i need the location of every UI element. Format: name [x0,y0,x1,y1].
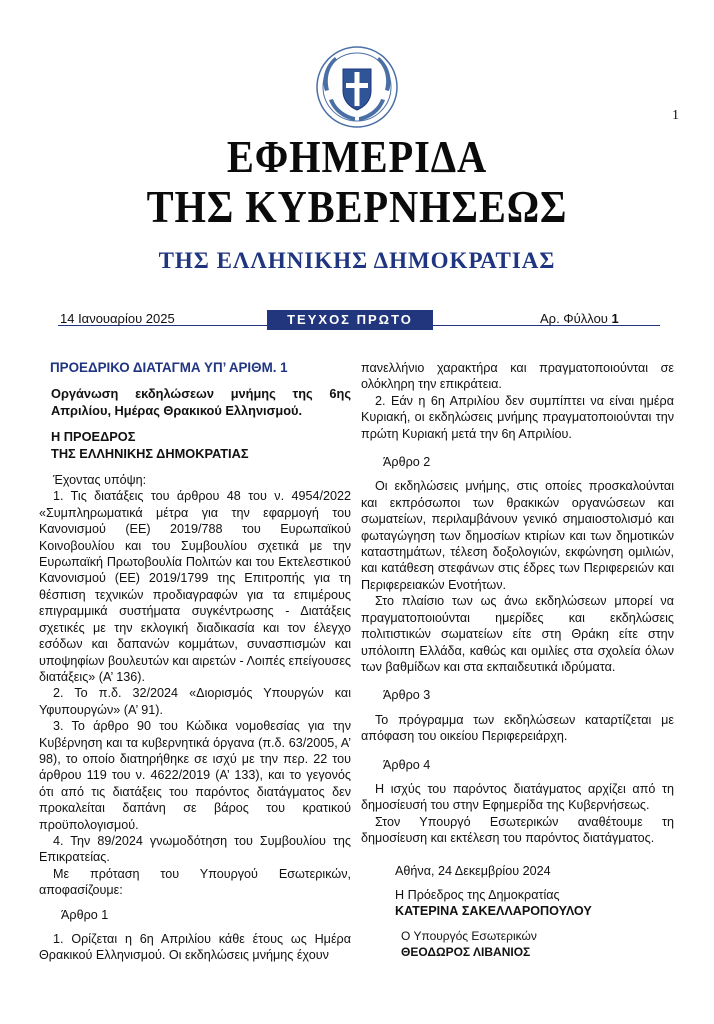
sheet-label: Αρ. Φύλλου [540,311,608,326]
article-3-paragraph-1: Το πρόγραμμα των εκδηλώσεων καταρτίζεται με απόφαση του οικείου Περιφερειάρχη. [361,712,674,744]
article-2-paragraph-1: Οι εκδηλώσεις μνήμης, στις οποίες προσκαλούνται και εκπρόσωποι των θρακικών οργανώσεων και σωματείων, περιλαμβάνουν γενικό σημαιοστολισμό και φωταγώγηση των δημοσίων κτιρίων και των δημοτικών καταστημάτων, τέλεση δοξολογιών, εκφώνηση ομιλιών, και κατάθεση στεφάνων στις έδρες των Περιφερειών και Περιφερειακών Ενοτήτων. [361,479,674,592]
proposal-text: Με πρόταση του Υπουργού Εσωτερικών, αποφασίζουμε: [39,866,351,898]
masthead-title-line1: ΕΦΗΜΕΡΙΔΑ [226,131,488,182]
issue-type-badge: ΤΕΥΧΟΣ ΠΡΩΤΟ [267,310,433,330]
article-1-heading: Άρθρο 1 [61,907,109,922]
article-4-paragraph-2: Στον Υπουργό Εσωτερικών αναθέτουμε τη δημοσίευση και εκτέλεση του παρόντος διατάγματος. [361,814,674,846]
article-4-paragraph-1: Η ισχύς του παρόντος διατάγματος αρχίζει από τη δημοσίευσή του στην Εφημερίδα της Κυβερνήσεως. [361,781,674,813]
president-name: ΚΑΤΕΡΙΝΑ ΣΑΚΕΛΛΑΡΟΠΟΥΛΟΥ [395,904,592,919]
president-title: Η Πρόεδρος της Δημοκρατίας [395,887,560,902]
article-3-heading: Άρθρο 3 [383,688,431,703]
greek-coat-of-arms-emblem [315,45,399,129]
place-and-date: Αθήνα, 24 Δεκεμβρίου 2024 [395,863,551,878]
decree-title: ΠΡΟΕΔΡΙΚΟ ΔΙΑΤΑΓΜΑ ΥΠ’ ΑΡΙΘΜ. 1 [50,360,288,375]
president-heading-line1: Η ΠΡΟΕΔΡΟΣ [51,429,136,445]
article-1-paragraph-2: 2. Εάν η 6η Απριλίου δεν συμπίπτει να είναι ημέρα Κυριακή, οι εκδηλώσεις μνήμης πραγματοποιούνται την πρώτη Κυριακή μετά την 6η Απριλίου. [361,393,674,441]
consideration-2: 2. Το π.δ. 32/2024 «Διορισμός Υπουργών και Υφυπουργών» (Α’ 91). [39,686,351,717]
masthead-title-line2: ΤΗΣ ΚΥΒΕΡΝΗΣΕΩΣ [146,181,568,232]
sheet-number [540,311,619,326]
article-1-paragraph-1: 1. Ορίζεται η 6η Απριλίου κάθε έτους ως Ημέρα Θρακικού Ελληνισμού. Οι εκδηλώσεις μνήμης έχουν [39,932,351,963]
article-2-paragraph-2: Στο πλαίσιο των ως άνω εκδηλώσεων μπορεί να πραγματοποιούνται ημερίδες και εκδηλώσεις πολιτιστικών σωματείων είτε στη Θράκη είτε στην υπόλοιπη Ελλάδα, καθώς και ομιλίες στα σχολεία όλων των βαθμίδων και στα εκπαιδευτικά ιδρύματα. [361,594,674,674]
minister-title: Ο Υπουργός Εσωτερικών [401,928,537,943]
minister-name: ΘΕΟΔΩΡΟΣ ΛΙΒΑΝΙΟΣ [401,945,531,960]
left-column [39,360,351,964]
article-4-heading: Άρθρο 4 [383,757,431,772]
article-1-paragraph-1-continued: πανελλήνιο χαρακτήρα και πραγματοποιούνται σε ολόκληρη την επικράτεια. [361,361,674,392]
consideration-4: 4. Την 89/2024 γνωμοδότηση του Συμβουλίου της Επικρατείας. [39,833,351,865]
issue-date: 14 Ιανουαρίου 2025 [60,311,175,326]
decree-subject: Οργάνωση εκδηλώσεων μνήμης της 6ης Απριλίου, Ημέρας Θρακικού Ελληνισμού. [51,386,351,418]
president-heading-line2: ΤΗΣ ΕΛΛΗΝΙΚΗΣ ΔΗΜΟΚΡΑΤΙΑΣ [51,445,249,461]
sheet-number-value: 1 [611,311,619,326]
consideration-3: 3. Το άρθρο 90 του Κώδικα νομοθεσίας για την Κυβέρνηση και τα κυβερνητικά όργανα (π.δ. 63/2005, Α’ 98), το οποίο διατηρήθηκε σε ισχύ με την περ. 22 του άρθρου 119 του ν. 4622/2019 (Α’ 133), και το γεγονός ότι από τις διατάξεις του παρόντος διατάγματος δεν προκαλείται δαπάνη σε βάρος του κρατικού προϋπολογισμού. [39,719,351,832]
article-2-heading: Άρθρο 2 [383,455,431,470]
considering-intro: Έχοντας υπόψη: [53,473,147,488]
page-number: 1 [672,108,679,123]
masthead-subtitle: ΤΗΣ ΕΛΛΗΝΙΚΗΣ ΔΗΜΟΚΡΑΤΙΑΣ [158,248,556,273]
consideration-1: 1. Τις διατάξεις του άρθρου 48 του ν. 4954/2022 «Συμπληρωματικά μέτρα για την εφαρμογή του Κανονισμού (ΕΕ) 2019/788 του Ευρωπαϊκού Κοινοβουλίου και του Συμβουλίου σχετικά με την Ευρωπαϊκή Πρωτοβουλία Πολιτών και του Εκτελεστικού Κανονισμού (ΕΕ) 2019/1799 της Επιτροπής για τη θέσπιση τεχνικών προδιαγραφών για τα επιμέρους επιγραμμικά συστήματα συγκέντρωσης - Διατάξεις σχετικές με την εκλογική διαδικασία και τον έλεγχο εσόδων και δαπανών κομμάτων, συνασπισμών και υποψηφίων βουλευτών και αιρετών - Λοιπές επείγουσες διατάξεις» (Α’ 136). [39,489,351,684]
right-column [361,360,674,961]
